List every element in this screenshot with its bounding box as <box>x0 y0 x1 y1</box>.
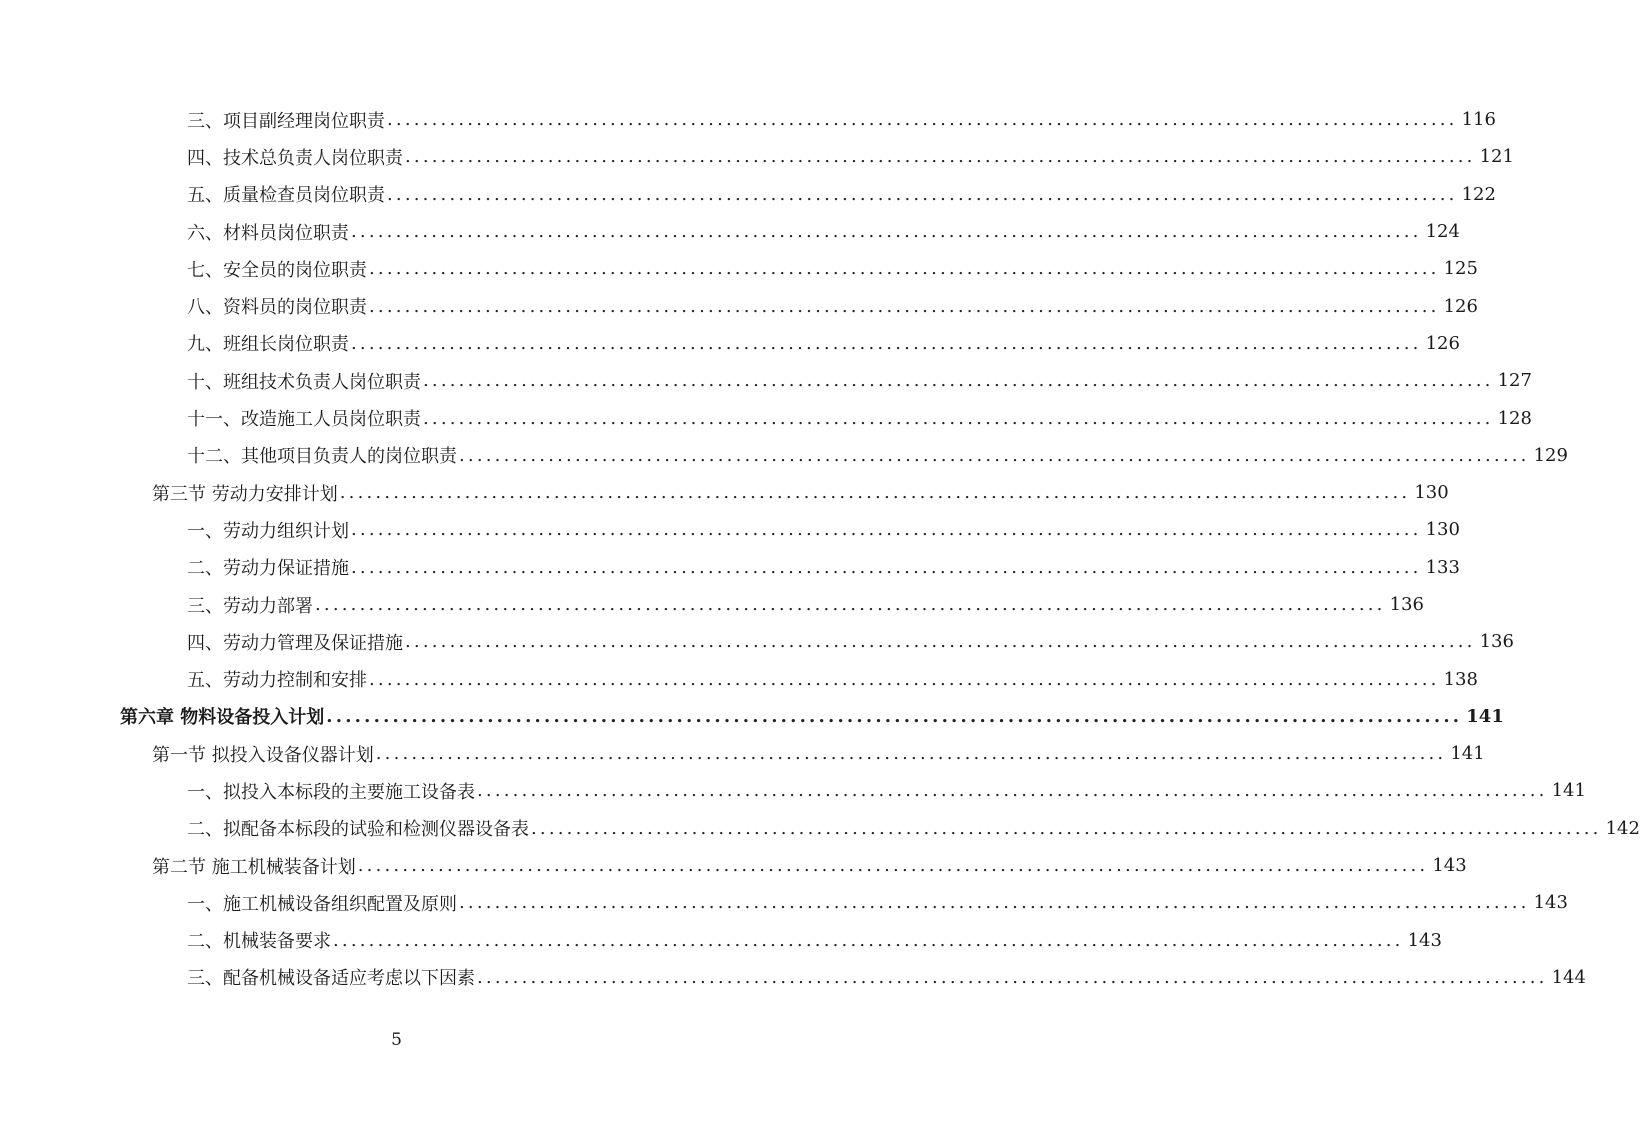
dot-leader: ........................................................................................................................ <box>405 146 1476 168</box>
toc-entry[interactable] <box>0 922 1442 959</box>
toc-entry[interactable] <box>0 213 1460 250</box>
toc-entry-title: 一、劳动力组织计划 <box>187 517 351 543</box>
toc-entry-page: 116 <box>1458 109 1496 130</box>
toc-entry-page: 141 <box>1462 706 1502 727</box>
toc-entry-title: 十二、其他项目负责人的岗位职责 <box>187 442 459 468</box>
dot-leader: ........................................................................................................................ <box>387 109 1458 131</box>
dot-leader: ........................................................................................................................ <box>369 258 1440 280</box>
toc-section-entry[interactable] <box>0 847 1467 884</box>
toc-entry-page: 141 <box>1446 743 1484 764</box>
dot-leader: ........................................................................................................................ <box>459 444 1530 466</box>
toc-entry-page: 136 <box>1386 594 1424 615</box>
dot-leader: ........................................................................................................................ <box>477 966 1548 988</box>
dot-leader: ........................................................................................................................ <box>387 183 1458 205</box>
dot-leader: ........................................................................................................................ <box>333 929 1404 951</box>
toc-entry-page: 127 <box>1494 370 1532 391</box>
dot-leader: ........................................................................................................................ <box>369 668 1440 690</box>
toc-entry[interactable] <box>0 250 1478 287</box>
dot-leader: ........................................................................................................................ <box>315 594 1386 615</box>
toc-entry-title: 五、劳动力控制和安排 <box>187 666 369 692</box>
toc-entry-page: 143 <box>1404 930 1442 951</box>
toc-entry-page: 129 <box>1530 445 1568 466</box>
dot-leader: ........................................................................................................................ <box>351 556 1422 578</box>
toc-entry[interactable] <box>0 325 1460 362</box>
dot-leader: ........................................................................................................................ <box>477 780 1548 802</box>
toc-entry[interactable] <box>0 287 1478 324</box>
toc-entry[interactable] <box>0 810 1640 847</box>
toc-entry-title: 三、配备机械设备适应考虑以下因素 <box>187 964 477 990</box>
toc-entry-title: 第一节 拟投入设备仪器计划 <box>152 741 376 767</box>
toc-entry-page: 130 <box>1422 519 1460 540</box>
toc-entry-title: 六、材料员岗位职责 <box>187 219 351 245</box>
toc-entry-title: 二、劳动力保证措施 <box>187 554 351 580</box>
toc-entry-page: 138 <box>1440 669 1478 690</box>
toc-entry-title: 一、施工机械设备组织配置及原则 <box>187 890 459 916</box>
toc-entry-title: 二、拟配备本标段的试验和检测仪器设备表 <box>187 815 531 841</box>
dot-leader: ........................................................................................................................ <box>339 482 1411 504</box>
dot-leader: ........................................................................................................................ <box>369 295 1440 317</box>
dot-leader: ........................................................................................................................ <box>351 332 1422 354</box>
toc-entry[interactable] <box>0 437 1568 474</box>
dot-leader: ........................................................................................................................ <box>531 817 1602 839</box>
dot-leader: ........................................................................................................................ <box>405 631 1476 653</box>
toc-entry-title: 十、班组技术负责人岗位职责 <box>187 368 423 394</box>
toc-entry-page: 124 <box>1422 221 1460 242</box>
toc-entry[interactable] <box>0 959 1586 996</box>
dot-leader: ........................................................................................................................ <box>423 407 1494 429</box>
toc-entry-title: 第二节 施工机械装备计划 <box>152 853 358 879</box>
toc-section-entry[interactable] <box>0 735 1485 772</box>
toc-entry-title: 第六章 物料设备投入计划 <box>120 703 326 729</box>
toc-entry-title: 八、资料员的岗位职责 <box>187 293 369 319</box>
toc-entry-page: 128 <box>1494 408 1532 429</box>
toc-entry-page: 143 <box>1530 892 1568 913</box>
toc-entry-page: 121 <box>1476 146 1514 167</box>
toc-entry-title: 七、安全员的岗位职责 <box>187 256 369 282</box>
toc-entry-title: 五、质量检查员岗位职责 <box>187 181 387 207</box>
toc-entry-page: 133 <box>1422 557 1460 578</box>
toc-entry[interactable] <box>0 586 1424 623</box>
toc-entry-title: 第三节 劳动力安排计划 <box>152 480 340 506</box>
toc-entry[interactable] <box>0 623 1514 660</box>
toc-entry[interactable] <box>0 660 1478 697</box>
dot-leader: ........................................................................................................................ <box>459 892 1530 914</box>
toc-entry-title: 四、技术总负责人岗位职责 <box>187 144 405 170</box>
toc-section-entry[interactable] <box>0 474 1449 511</box>
toc-entry-page: 126 <box>1440 296 1478 317</box>
toc-entry-title: 三、项目副经理岗位职责 <box>187 107 387 133</box>
toc-entry-page: 122 <box>1458 184 1496 205</box>
toc-entry[interactable] <box>0 772 1586 809</box>
dot-leader: ........................................................................................................................ <box>423 370 1494 392</box>
dot-leader: ........................................................................................................................ <box>357 855 1429 877</box>
toc-entry[interactable] <box>0 176 1496 213</box>
toc-entry[interactable] <box>0 884 1568 921</box>
toc-entry-title: 十一、改造施工人员岗位职责 <box>187 405 423 431</box>
toc-entry-title: 三、劳动力部署 <box>187 592 315 618</box>
toc-entry-page: 144 <box>1548 967 1586 988</box>
toc-entry[interactable] <box>0 511 1460 548</box>
dot-leader: ........................................................................................................................ <box>351 519 1422 541</box>
toc-entry-page: 142 <box>1602 818 1640 839</box>
toc-entry-title: 四、劳动力管理及保证措施 <box>187 629 405 655</box>
toc-entry-page: 141 <box>1548 780 1586 801</box>
toc-entry-page: 143 <box>1428 855 1466 876</box>
table-of-contents <box>0 101 1640 996</box>
toc-entry-page: 125 <box>1440 258 1478 279</box>
toc-entry-title: 二、机械装备要求 <box>187 927 333 953</box>
dot-leader: ........................................................................................................................ <box>351 221 1422 243</box>
toc-entry[interactable] <box>0 138 1514 175</box>
dot-leader: ........................................................................................................................ <box>326 705 1463 727</box>
toc-entry-page: 130 <box>1410 482 1448 503</box>
toc-chapter-entry[interactable] <box>0 698 1504 735</box>
toc-entry[interactable] <box>0 549 1460 586</box>
toc-entry-title: 一、拟投入本标段的主要施工设备表 <box>187 778 477 804</box>
toc-entry-page: 126 <box>1422 333 1460 354</box>
toc-entry-page: 136 <box>1476 631 1514 652</box>
dot-leader: ........................................................................................................................ <box>375 743 1447 765</box>
toc-entry[interactable] <box>0 101 1496 138</box>
toc-entry[interactable] <box>0 399 1532 436</box>
toc-entry-title: 九、班组长岗位职责 <box>187 330 351 356</box>
toc-entry[interactable] <box>0 362 1532 399</box>
page-number: 5 <box>391 1030 402 1050</box>
